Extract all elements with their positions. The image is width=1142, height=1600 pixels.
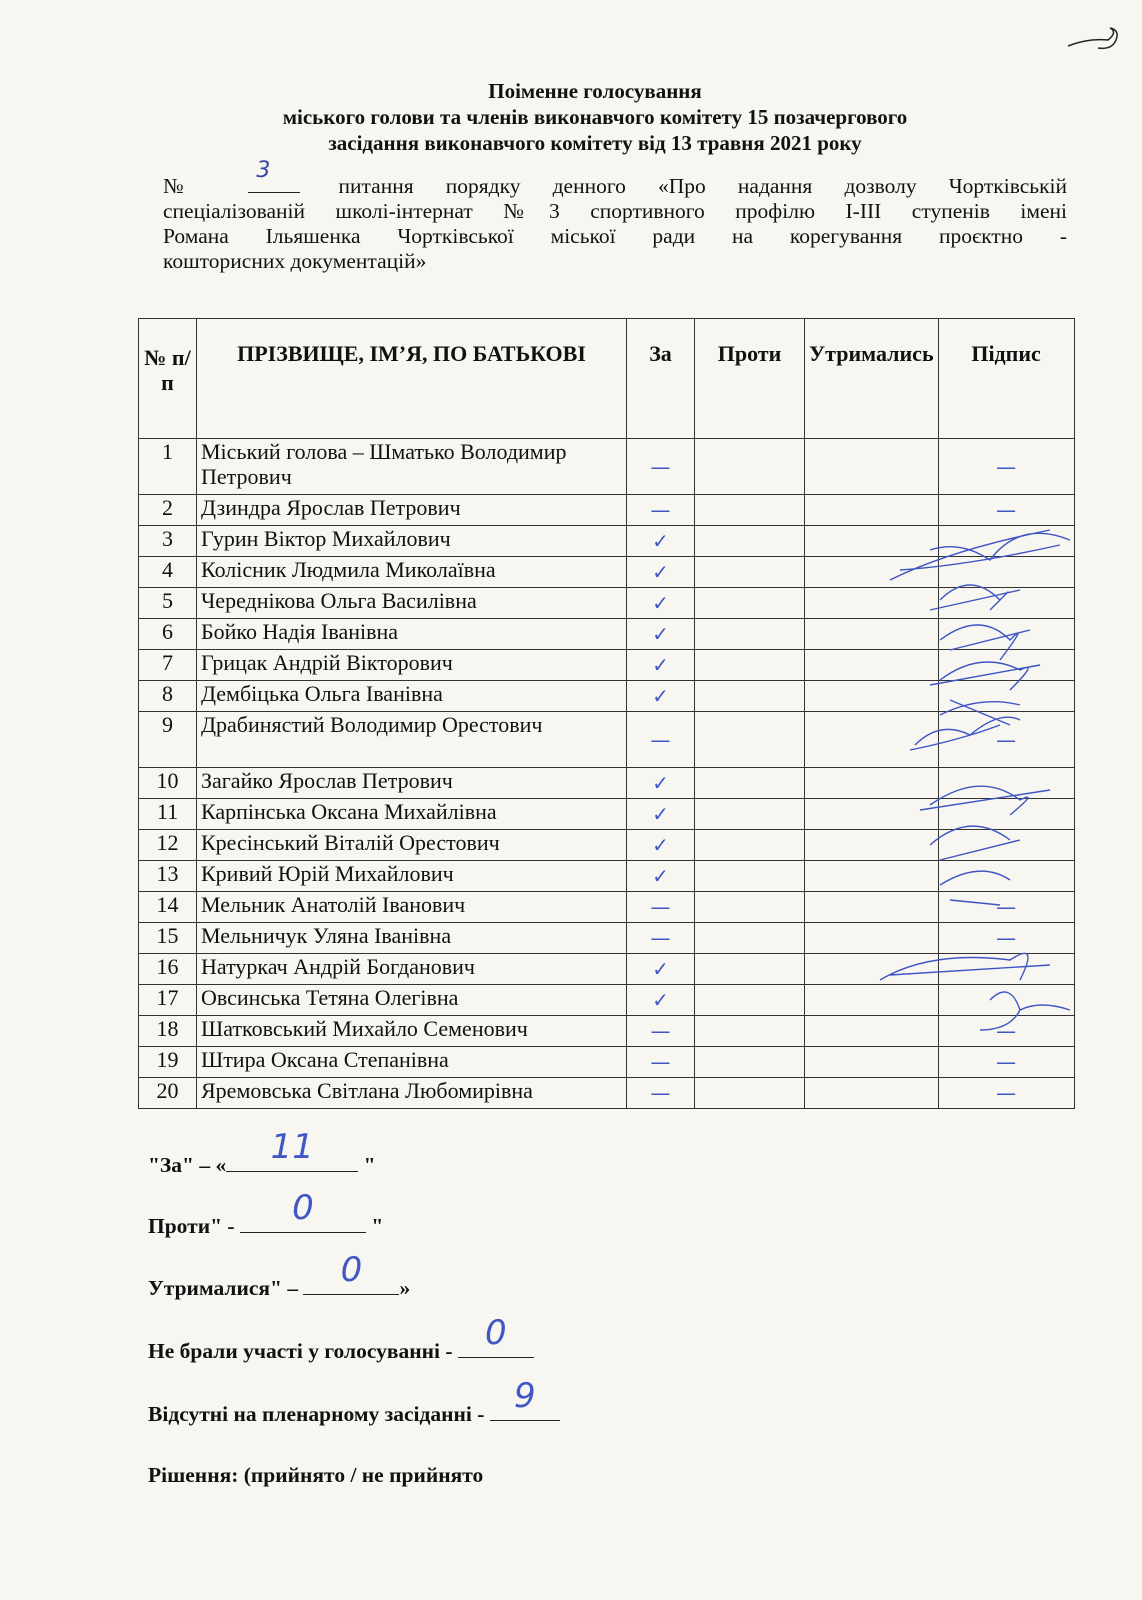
vote-abstain-cell [805, 439, 939, 495]
check-mark-icon: ✓ [652, 560, 669, 584]
tally-absent-blank [490, 1376, 560, 1421]
agenda-item [163, 158, 1068, 274]
tally-not-voted-label: Не брали участі у голосуванні - [148, 1339, 458, 1363]
table-row [139, 799, 1075, 830]
vote-for-cell [627, 588, 695, 619]
agenda-line-1 [163, 158, 1068, 199]
signature-cell [938, 588, 1074, 619]
row-number: 3 [139, 526, 197, 557]
vote-abstain-cell [805, 985, 939, 1016]
vote-abstain-cell [805, 768, 939, 799]
row-number: 8 [139, 681, 197, 712]
row-number: 10 [139, 768, 197, 799]
vote-abstain-cell [805, 588, 939, 619]
vote-for-cell [627, 923, 695, 954]
page-number-handwritten [1058, 18, 1128, 58]
table-row [139, 681, 1075, 712]
signature-cell [938, 557, 1074, 588]
vote-abstain-cell [805, 923, 939, 954]
member-name: Череднікова Ольга Василівна [197, 588, 627, 619]
signature-cell [938, 619, 1074, 650]
row-number: 17 [139, 985, 197, 1016]
vote-against-cell [695, 588, 805, 619]
check-mark-icon: ✓ [652, 771, 669, 795]
tally-abstain-blank [303, 1250, 399, 1295]
vote-for-cell [627, 712, 695, 768]
signature-cell [938, 1078, 1074, 1109]
row-number: 15 [139, 923, 197, 954]
member-name: Карпінська Оксана Михайлівна [197, 799, 627, 830]
tally-for-value: 11 [270, 1127, 314, 1167]
member-name: Яремовська Світлана Любомирівна [197, 1078, 627, 1109]
row-number: 11 [139, 799, 197, 830]
table-row [139, 588, 1075, 619]
header-against: Проти [695, 319, 805, 439]
header-name: ПРІЗВИЩЕ, ІМ’Я, ПО БАТЬКОВІ [197, 319, 627, 439]
agenda-number-handwritten: 3 [256, 158, 271, 183]
vote-against-cell [695, 861, 805, 892]
vote-against-cell [695, 526, 805, 557]
vote-for-cell [627, 768, 695, 799]
tally-not-voted-value: 0 [485, 1313, 507, 1353]
vote-against-cell [695, 830, 805, 861]
tally-against-label: Проти" - [148, 1214, 240, 1238]
vote-for-cell [627, 1016, 695, 1047]
member-name: Мельник Анатолій Іванович [197, 892, 627, 923]
check-mark-icon: ✓ [652, 988, 669, 1012]
vote-against-cell [695, 712, 805, 768]
vote-abstain-cell [805, 1078, 939, 1109]
agenda-line-3: Романа Ільяшенка Чортківської міської ради на корегування проєктно - [163, 224, 1067, 248]
member-name: Кривий Юрій Михайлович [197, 861, 627, 892]
vote-abstain-cell [805, 861, 939, 892]
table-row [139, 768, 1075, 799]
signature-mark: — [996, 498, 1017, 522]
tally-against-blank [240, 1188, 366, 1233]
decision [148, 1463, 483, 1488]
vote-for-cell [627, 619, 695, 650]
row-number: 12 [139, 830, 197, 861]
vote-for-cell [627, 650, 695, 681]
tally-for-label-end: " [358, 1153, 376, 1177]
signature-cell [938, 526, 1074, 557]
vote-against-cell [695, 1078, 805, 1109]
signature-mark: — [996, 1081, 1017, 1105]
heading-meeting: засідання виконавчого комітету від 13 травня 2021 року [328, 131, 862, 155]
vote-abstain-cell [805, 526, 939, 557]
tally-for-label: "За" – « [148, 1153, 227, 1177]
signature-cell [938, 712, 1074, 768]
row-number: 6 [139, 619, 197, 650]
check-mark-icon: ✓ [652, 833, 669, 857]
tally-abstain [148, 1250, 411, 1301]
table-row [139, 557, 1075, 588]
signature-cell [938, 650, 1074, 681]
header-for: За [627, 319, 695, 439]
table-row [139, 923, 1075, 954]
row-number: 20 [139, 1078, 197, 1109]
vote-abstain-cell [805, 1047, 939, 1078]
table-row [139, 954, 1075, 985]
row-number: 18 [139, 1016, 197, 1047]
signature-mark: — [996, 454, 1017, 479]
agenda-number-blank [248, 158, 300, 193]
vote-for-cell [627, 495, 695, 526]
header-signature: Підпис [938, 319, 1074, 439]
row-number: 19 [139, 1047, 197, 1078]
vote-against-cell [695, 768, 805, 799]
table-row [139, 619, 1075, 650]
table-row [139, 1047, 1075, 1078]
vote-against-cell [695, 1016, 805, 1047]
dash-mark-icon: — [650, 926, 671, 950]
vote-abstain-cell [805, 495, 939, 526]
row-number: 2 [139, 495, 197, 526]
tally-not-voted [148, 1313, 534, 1364]
vote-against-cell [695, 892, 805, 923]
decision-label: Рішення: (прийнято / не прийнято [148, 1463, 484, 1487]
table-row [139, 985, 1075, 1016]
member-name: Овсинська Тетяна Олегівна [197, 985, 627, 1016]
vote-abstain-cell [805, 619, 939, 650]
member-name: Натуркач Андрій Богданович [197, 954, 627, 985]
tally-abstain-label-end: » [399, 1276, 411, 1300]
member-name: Драбинястий Володимир Орестович [197, 712, 627, 768]
vote-against-cell [695, 439, 805, 495]
header-abstain: Утримались [805, 319, 939, 439]
signature-cell [938, 923, 1074, 954]
vote-abstain-cell [805, 712, 939, 768]
tally-against-label-end: " [365, 1214, 384, 1238]
tally-abstain-value: 0 [340, 1250, 363, 1290]
vote-against-cell [695, 619, 805, 650]
agenda-line-2: спеціалізованій школі-інтернат №3 спортивного профілю І-ІІІ ступенів імені [163, 199, 1067, 223]
vote-against-cell [695, 1047, 805, 1078]
agenda-line-4: кошторисних документацій» [163, 249, 427, 273]
member-name: Загайко Ярослав Петрович [197, 768, 627, 799]
dash-mark-icon: — [650, 1050, 671, 1074]
signature-cell [938, 681, 1074, 712]
signature-cell [938, 892, 1074, 923]
signature-mark: — [996, 727, 1017, 752]
vote-for-cell [627, 526, 695, 557]
signature-mark: — [996, 895, 1017, 919]
check-mark-icon: ✓ [652, 591, 669, 615]
check-mark-icon: ✓ [652, 622, 669, 646]
member-name: Міський голова – Шматько Володимир Петрович [197, 439, 627, 495]
signature-mark: — [996, 1050, 1017, 1074]
tally-against [148, 1188, 384, 1239]
number-sign: № [163, 174, 211, 198]
signature-cell [938, 439, 1074, 495]
vote-against-cell [695, 985, 805, 1016]
tally-for-blank [226, 1127, 358, 1172]
vote-abstain-cell [805, 799, 939, 830]
tally-absent-value: 9 [513, 1376, 536, 1416]
vote-for-cell [627, 1078, 695, 1109]
signature-cell [938, 985, 1074, 1016]
vote-for-cell [627, 954, 695, 985]
vote-abstain-cell [805, 557, 939, 588]
vote-against-cell [695, 557, 805, 588]
dash-mark-icon: — [650, 498, 671, 522]
table-row [139, 1016, 1075, 1047]
vote-for-cell [627, 799, 695, 830]
vote-against-cell [695, 495, 805, 526]
table-row [139, 712, 1075, 768]
vote-for-cell [627, 1047, 695, 1078]
vote-for-cell [627, 681, 695, 712]
vote-abstain-cell [805, 954, 939, 985]
row-number: 5 [139, 588, 197, 619]
tally-absent-label: Відсутні на пленарному засіданні - [148, 1402, 490, 1426]
member-name: Колісник Людмила Миколаївна [197, 557, 627, 588]
table-row [139, 650, 1075, 681]
vote-abstain-cell [805, 830, 939, 861]
table-row [139, 495, 1075, 526]
tally-abstain-label: Утрималися" – [148, 1276, 304, 1300]
row-number: 14 [139, 892, 197, 923]
table-header-row [139, 319, 1075, 439]
tally-not-voted-blank [458, 1313, 534, 1358]
vote-against-cell [695, 799, 805, 830]
dash-mark-icon: — [650, 727, 671, 752]
vote-for-cell [627, 830, 695, 861]
vote-for-cell [627, 861, 695, 892]
signature-cell [938, 495, 1074, 526]
member-name: Кресінський Віталій Орестович [197, 830, 627, 861]
member-name: Дембіцька Ольга Іванівна [197, 681, 627, 712]
table-row [139, 861, 1075, 892]
document-heading [150, 78, 1040, 156]
signature-cell [938, 861, 1074, 892]
vote-for-cell [627, 892, 695, 923]
tally-absent [148, 1376, 560, 1427]
dash-mark-icon: — [650, 454, 671, 479]
row-number: 16 [139, 954, 197, 985]
signature-cell [938, 1016, 1074, 1047]
tally-for [148, 1127, 376, 1178]
table-row [139, 439, 1075, 495]
heading-subtitle: міського голови та членів виконавчого комітету 15 позачергового [282, 105, 908, 129]
member-name: Гурин Віктор Михайлович [197, 526, 627, 557]
row-number: 4 [139, 557, 197, 588]
signature-cell [938, 768, 1074, 799]
vote-abstain-cell [805, 650, 939, 681]
signature-cell [938, 830, 1074, 861]
signature-mark: — [996, 1019, 1017, 1043]
vote-for-cell [627, 985, 695, 1016]
table-row [139, 830, 1075, 861]
dash-mark-icon: — [650, 895, 671, 919]
row-number: 7 [139, 650, 197, 681]
dash-mark-icon: — [650, 1081, 671, 1105]
roll-call-table [138, 318, 1075, 1109]
vote-against-cell [695, 923, 805, 954]
row-number: 9 [139, 712, 197, 768]
vote-for-cell [627, 557, 695, 588]
vote-against-cell [695, 681, 805, 712]
header-num: № п/п [139, 319, 197, 439]
heading-title: Поіменне голосування [488, 79, 702, 103]
signature-mark: — [996, 926, 1017, 950]
check-mark-icon: ✓ [652, 864, 669, 888]
table-row [139, 892, 1075, 923]
vote-against-cell [695, 954, 805, 985]
vote-for-cell [627, 439, 695, 495]
table-row [139, 1078, 1075, 1109]
row-number: 13 [139, 861, 197, 892]
vote-abstain-cell [805, 1016, 939, 1047]
row-number: 1 [139, 439, 197, 495]
member-name: Шатковський Михайло Семенович [197, 1016, 627, 1047]
tally-against-value: 0 [292, 1188, 314, 1228]
dash-mark-icon: — [650, 1019, 671, 1043]
signature-cell [938, 1047, 1074, 1078]
check-mark-icon: ✓ [652, 653, 669, 677]
vote-abstain-cell [805, 892, 939, 923]
member-name: Дзиндра Ярослав Петрович [197, 495, 627, 526]
member-name: Грицак Андрій Вікторович [197, 650, 627, 681]
member-name: Мельничук Уляна Іванівна [197, 923, 627, 954]
check-mark-icon: ✓ [652, 684, 669, 708]
check-mark-icon: ✓ [652, 529, 669, 553]
signature-cell [938, 799, 1074, 830]
check-mark-icon: ✓ [652, 957, 669, 981]
table-row [139, 526, 1075, 557]
member-name: Бойко Надія Іванівна [197, 619, 627, 650]
signature-cell [938, 954, 1074, 985]
agenda-text-1: питання порядку денного «Про надання дозволу Чортківській [338, 174, 1068, 198]
member-name: Штира Оксана Степанівна [197, 1047, 627, 1078]
vote-against-cell [695, 650, 805, 681]
vote-abstain-cell [805, 681, 939, 712]
check-mark-icon: ✓ [652, 802, 669, 826]
